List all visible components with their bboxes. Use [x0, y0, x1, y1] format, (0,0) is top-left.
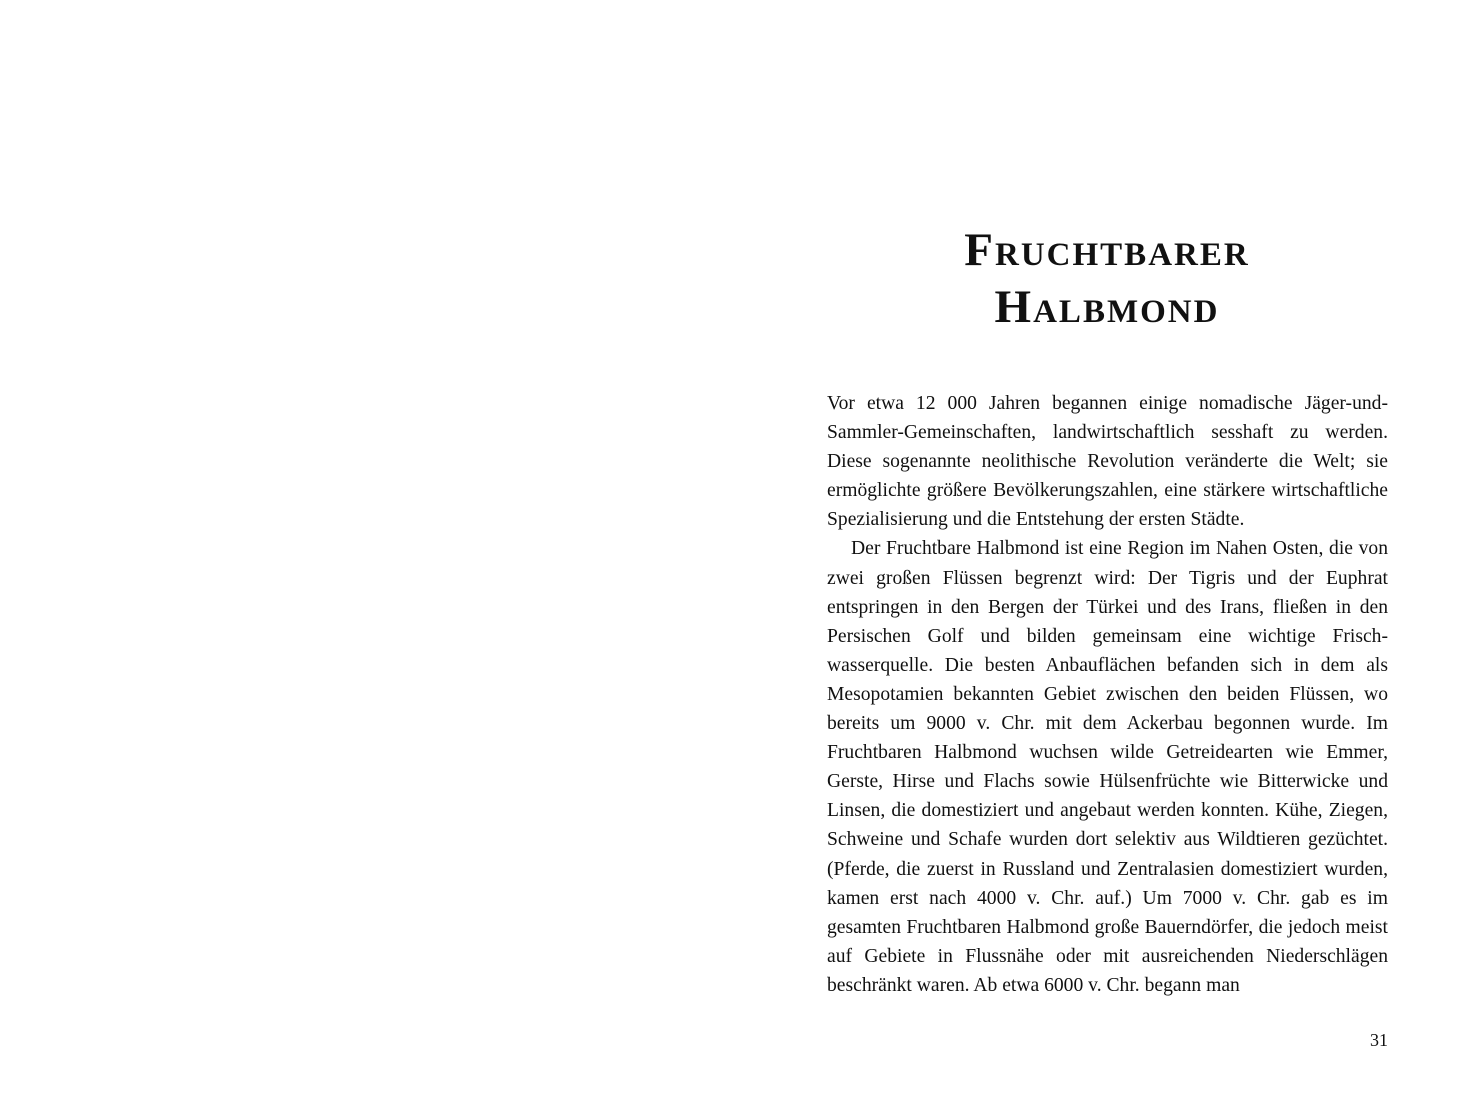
chapter-title-line-2: Halbmond	[994, 281, 1220, 333]
chapter-title-line-1: Fruchtbarer	[964, 224, 1250, 276]
page-number: 31	[1370, 1030, 1388, 1050]
paragraph-2: Der Fruchtbare Halbmond ist eine Region im Nahen Osten, die von zwei großen Flüssen begrenzt wird: Der Tigris und der Euphrat entspringen in den Bergen der Türkei und des Irans, fließen in den Persischen Golf und bilden gemeinsam eine wichtige Frischwasserquelle. Die besten Anbauflächen befanden sich in dem als Mesopotamien bekannten Gebiet zwischen den beiden Flüssen, wo bereits um 9000 v. Chr. mit dem Ackerbau begonnen wurde. Im Fruchtbaren Halbmond wuchsen wilde Getreidearten wie Emmer, Gerste, Hirse und Flachs sowie Hülsenfrüchte wie Bitterwicke und Linsen, die domestiziert und angebaut werden konnten. Kühe, Ziegen, Schweine und Schafe wurden dort selektiv aus Wildtieren gezüchtet. (Pferde, die zuerst in Russland und Zentralasien domestiziert wurden, kamen erst nach 4000 v. Chr. auf.) Um 7000 v. Chr. gab es im gesamten Fruchtbaren Halbmond große Bauerndörfer, die jedoch meist auf Gebiete in Flussnähe oder mit ausreichenden Niederschlägen beschränkt waren. Ab etwa 6000 v. Chr. begann man	[827, 538, 1388, 996]
chapter-title	[826, 222, 1388, 336]
right-page	[738, 0, 1476, 1104]
paragraph-1: Vor etwa 12 000 Jahren begannen einige nomadische Jäger-und-Sammler-Gemeinschaften, landwirtschaftlich sesshaft zu werden. Diese sogenannte neolithische Revolution veränderte die Welt; sie ermöglichte größere Bevölkerungszahlen, eine stärkere wirtschaftliche Spezialisierung und die Entstehung der ersten Städte.	[827, 393, 1388, 531]
body-text	[827, 389, 1388, 1000]
